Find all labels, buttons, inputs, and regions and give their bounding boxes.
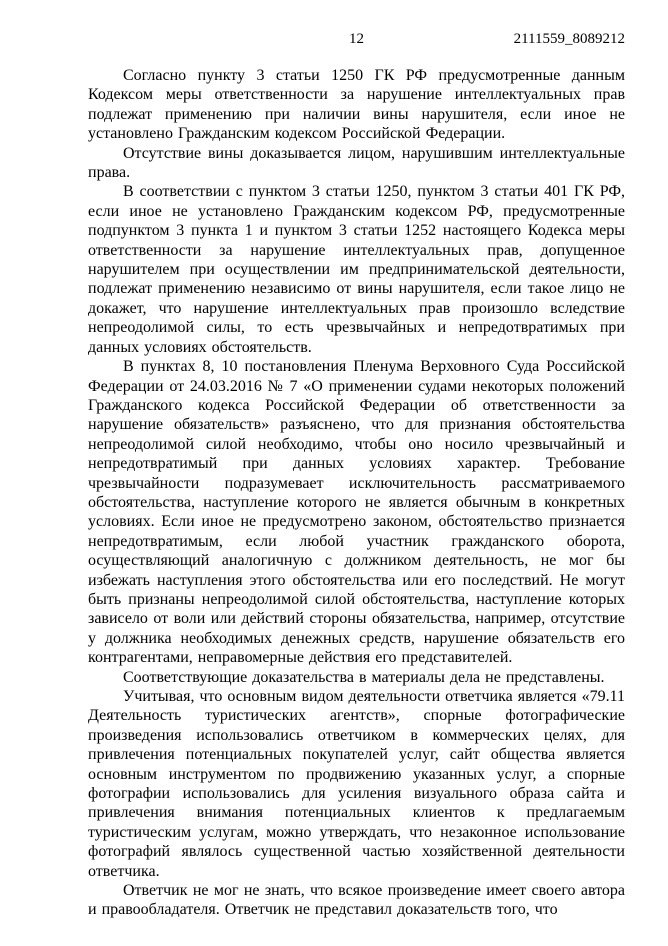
paragraph: В соответствии с пунктом 3 статьи 1250, пунктом 3 статьи 401 ГК РФ, если иное не установлено Гражданским кодексом РФ, предусмотренные подпунктом 3 пункта 1 и пунктом 3 статьи 1252 настоящего Кодекса меры ответственности за нарушение интеллектуальных прав, допущенное нарушителем при осуществлении им предпринимательской деятельности, подлежат применению независимо от вины нарушителя, если такое лицо не докажет, что нарушение интеллектуальных прав произошло вследствие непреодолимой силы, то есть чрезвычайных и непредотвратимых при данных условиях обстоятельств. <box>88 183 625 356</box>
paragraph: Согласно пункту 3 статьи 1250 ГК РФ предусмотренные данным Кодексом меры ответственности за нарушение интеллектуальных прав подлежат применению при наличии вины нарушителя, если иное не установлено Гражданским кодексом Российской Федерации. <box>88 67 625 143</box>
paragraph: Соответствующие доказательства в материалы дела не представлены. <box>123 668 605 686</box>
page-number: 12 <box>349 31 364 47</box>
paragraph: Учитывая, что основным видом деятельности ответчика является «79.11 Деятельность туристических агентств», спорные фотографические произведения использовались ответчиком в коммерческих целях, для привлечения потенциальных покупателей услуг, сайт общества является основным инструментом по продвижению указанных услуг, а спорные фотографии использовались для усиления визуального образа сайта и привлечения внимания потенциальных клиентов к предлагаемым туристическим услугам, можно утверждать, что незаконное использование фотографий являлось существенной частью хозяйственной деятельности ответчика. <box>88 688 625 880</box>
page-header <box>88 30 625 48</box>
paragraph: Отсутствие вины доказывается лицом, нарушившим интеллектуальные права. <box>88 144 625 182</box>
paragraph: Ответчик не мог не знать, что всякое произведение имеет своего автора и правообладателя. Ответчик не представил доказательств того, что <box>88 882 625 919</box>
document-id: 2111559_8089212 <box>513 31 625 47</box>
document-body <box>88 66 625 920</box>
paragraph: В пунктах 8, 10 постановления Пленума Верховного Суда Российской Федерации от 24.03.2016 № 7 «О применении судами некоторых положений Гражданского кодекса Российской Федерации об ответственности за нарушение обязательств» разъяснено, что для признания обстоятельства непреодолимой силой необходимо, чтобы оно носило чрезвычайный и непредотвратимый при данных условиях характер. Требование чрезвычайности подразумевает исключительность рассматриваемого обстоятельства, наступление которого не является обычным в конкретных условиях. Если иное не предусмотрено законом, обстоятельство признается непредотвратимым, если любой участник гражданского оборота, осуществляющий аналогичную с должником деятельность, не мог бы избежать наступления этого обстоятельства или его последствий. Не могут быть признаны непреодолимой силой обстоятельства, наступление которых зависело от воли или действий стороны обязательства, например, отсутствие у должника необходимых денежных средств, нарушение обязательств его контрагентами, неправомерные действия его представителей. <box>88 358 625 667</box>
